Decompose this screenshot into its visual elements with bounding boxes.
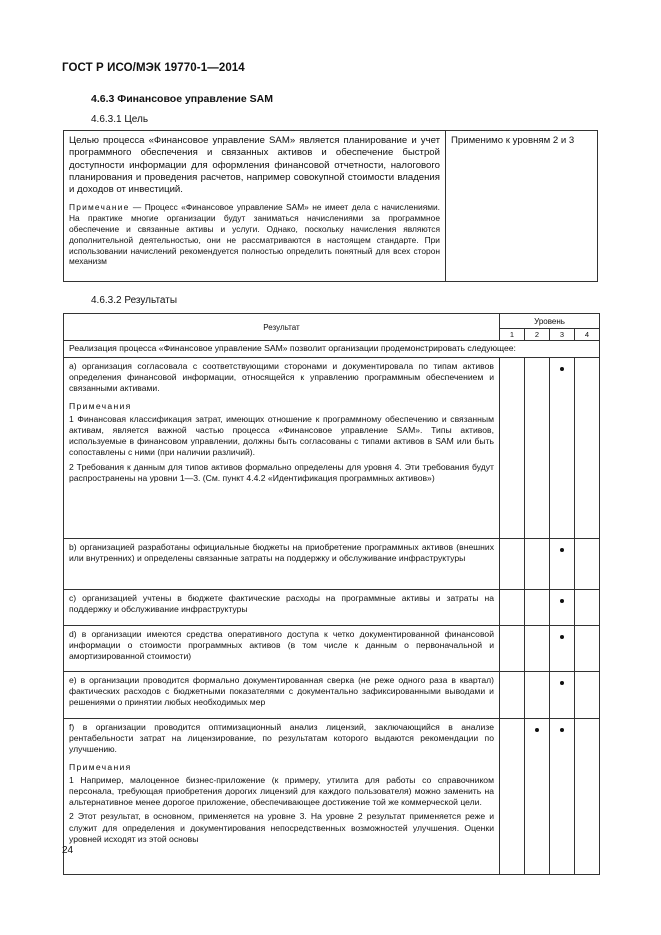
level-1-mark-cell bbox=[500, 626, 525, 672]
level-3-mark-cell bbox=[550, 590, 575, 626]
page-number: 24 bbox=[62, 845, 74, 856]
results-table bbox=[63, 313, 600, 875]
level-number: 3 bbox=[550, 329, 575, 341]
level-3-mark-cell bbox=[550, 358, 575, 539]
level-2-mark-cell bbox=[525, 590, 550, 626]
result-note: 2 Этот результат, в основном, применяется на уровне 3. На уровне 2 результат применяется реже и служит для определения и документирования непосредственных возможностей улучшения. Оценки уровней исходят из этой основы bbox=[69, 811, 494, 844]
level-2-mark-cell bbox=[525, 626, 550, 672]
level-3-mark-cell bbox=[550, 719, 575, 875]
goal-subsection-title: 4.6.3.1 Цель bbox=[91, 114, 149, 125]
result-text-cell bbox=[64, 719, 500, 875]
goal-note bbox=[69, 202, 440, 267]
level-4-mark-cell bbox=[575, 358, 600, 539]
result-notes-label: Примечания bbox=[69, 400, 132, 411]
result-notes-label: Примечания bbox=[69, 761, 132, 772]
result-text-cell bbox=[64, 358, 500, 539]
applicability-mark bbox=[535, 728, 539, 732]
level-1-mark-cell bbox=[500, 672, 525, 719]
result-row bbox=[64, 539, 600, 590]
result-note: 1 Финансовая классификация затрат, имеющих отношение к программному обеспечению и связанным активам, является важной частью процесса «Финансовое управление SAM». Типы активов, используемые в финансовом управлении, должны быть согласованы с типами активов в SAM или быть сопоставлены с ними (при наличии различий). bbox=[69, 413, 494, 458]
level-4-mark-cell bbox=[575, 626, 600, 672]
level-3-mark-cell bbox=[550, 672, 575, 719]
results-subsection-title: 4.6.3.2 Результаты bbox=[91, 295, 178, 306]
result-text-cell bbox=[64, 626, 500, 672]
goal-table bbox=[63, 130, 598, 282]
level-4-mark-cell bbox=[575, 719, 600, 875]
goal-applicability-cell bbox=[446, 131, 598, 282]
level-1-mark-cell bbox=[500, 719, 525, 875]
document-code-header: ГОСТ Р ИСО/МЭК 19770-1—2014 bbox=[62, 62, 245, 74]
goal-row bbox=[64, 131, 598, 282]
applicability-mark bbox=[560, 367, 564, 371]
column-header-level: Уровень bbox=[500, 314, 600, 329]
applicability-mark bbox=[560, 728, 564, 732]
applicability-mark bbox=[560, 635, 564, 639]
level-4-mark-cell bbox=[575, 672, 600, 719]
applicability-mark bbox=[560, 548, 564, 552]
result-row bbox=[64, 358, 600, 539]
goal-text: Целью процесса «Финансовое управление SAM» является планирование и учет программного обеспечения и связанных активов и обеспечение быстрой доступности информации для оформления финансовой отчетности, налогового планирования и проведения расчетов, например совокупной стоимости владения и доходов от инвестиций. bbox=[69, 135, 440, 196]
goal-description-cell bbox=[64, 131, 446, 282]
results-intro: Реализация процесса «Финансовое управление SAM» позволит организации продемонстрировать следующее: bbox=[64, 341, 600, 358]
level-2-mark-cell bbox=[525, 672, 550, 719]
level-2-mark-cell bbox=[525, 358, 550, 539]
level-3-mark-cell bbox=[550, 539, 575, 590]
result-text-cell bbox=[64, 539, 500, 590]
level-4-mark-cell bbox=[575, 590, 600, 626]
result-text: a) организация согласовала с соответствующими сторонами и документировала по типам активов определения финансовой информации, относящейся к управлению программным обеспечением и связанными активами. bbox=[69, 361, 494, 394]
goal-applicability: Применимо к уровням 2 и 3 bbox=[451, 135, 575, 146]
goal-note-label: Примечание bbox=[69, 202, 130, 213]
applicability-mark bbox=[560, 681, 564, 685]
level-1-mark-cell bbox=[500, 539, 525, 590]
level-number: 2 bbox=[525, 329, 550, 341]
result-row bbox=[64, 672, 600, 719]
result-row bbox=[64, 590, 600, 626]
level-number: 4 bbox=[575, 329, 600, 341]
results-intro-row bbox=[64, 341, 600, 358]
level-3-mark-cell bbox=[550, 626, 575, 672]
level-4-mark-cell bbox=[575, 539, 600, 590]
applicability-mark bbox=[560, 599, 564, 603]
result-note: 2 Требования к данным для типов активов формально определены для уровня 4. Эти требования будут распространены на уровни 1—3. (См. пункт 4.4.2 «Идентификация программных активов») bbox=[69, 461, 494, 483]
level-2-mark-cell bbox=[525, 719, 550, 875]
level-1-mark-cell bbox=[500, 358, 525, 539]
column-header-result: Результат bbox=[64, 314, 500, 341]
section-title: 4.6.3 Финансовое управление SAM bbox=[91, 93, 273, 105]
result-text: f) в организации проводится оптимизационный анализ лицензий, заключающийся в анализе рентабельности затрат на лицензирование, по результатам которого выдаются рекомендации по улучшению. bbox=[69, 722, 494, 755]
results-header-row bbox=[64, 314, 600, 329]
result-row bbox=[64, 719, 600, 875]
result-note: 1 Например, малоценное бизнес-приложение (к примеру, утилита для работы со справочником персонала, требующая приобретения дорогих лицензий для каждого пользователя) можно заменить на альтернативное менее дорогое приложение, обеспечивающее достижение той же коммерческой цели. bbox=[69, 774, 494, 808]
result-row bbox=[64, 626, 600, 672]
result-text-cell bbox=[64, 672, 500, 719]
level-number: 1 bbox=[500, 329, 525, 341]
result-text-cell bbox=[64, 590, 500, 626]
result-text: e) в организации проводится формально документированная сверка (не реже одного раза в квартал) фактических расходов с бюджетными показателями с документально зафиксированными выводами и решениями о принятии любых необходимых мер bbox=[69, 675, 494, 708]
result-text: c) организацией учтены в бюджете фактические расходы на программные активы и затраты на поддержку и обслуживание инфраструктуры bbox=[69, 593, 494, 615]
level-2-mark-cell bbox=[525, 539, 550, 590]
result-text: b) организацией разработаны официальные бюджеты на приобретение программных активов (внешних или внутренних) и определены связанные затраты на поддержку и обслуживание инфраструктуры bbox=[69, 542, 494, 564]
goal-note-text: — Процесс «Финансовое управление SAM» не имеет дела с начислениями. На практике многие организации будут заниматься начислениями за программное обеспечение и связанные активы и услуги. Однако, поскольку начисления являются дополнительной деятельностью, они не рассматриваются в настоящем стандарте. При использовании начислений рекомендуется полностью определить понятный для всех сторон механизм bbox=[69, 202, 440, 267]
level-1-mark-cell bbox=[500, 590, 525, 626]
result-text: d) в организации имеются средства оперативного доступа к четко документированной финансовой информации о стоимости программных активов (в том числе к данным о первоначальной и амортизированной стоимости) bbox=[69, 629, 494, 662]
